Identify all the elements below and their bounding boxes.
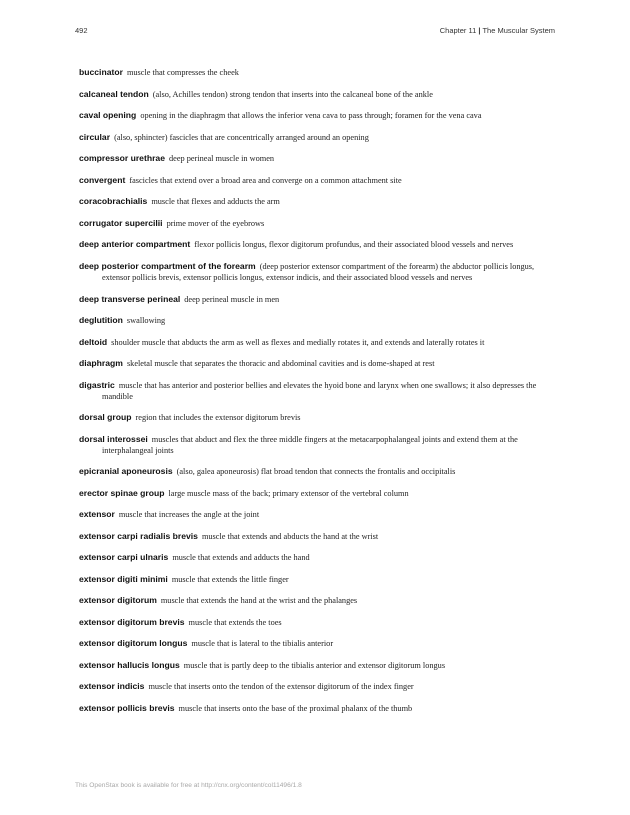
glossary-definition: large muscle mass of the back; primary extensor of the vertebral column [168,488,409,498]
glossary-entry [79,434,552,456]
glossary-definition: region that includes the extensor digitorum brevis [135,413,301,423]
glossary-entry [79,638,552,649]
chapter-heading [440,26,555,35]
glossary-entry [79,595,552,606]
glossary-entry [79,261,552,283]
glossary-entry [79,89,552,100]
glossary-term: buccinator [79,67,123,78]
glossary-entry [79,110,552,121]
glossary-definition: muscle that extends the hand at the wrist and the phalanges [160,596,358,606]
glossary-term: deep anterior compartment [79,239,191,250]
glossary-term: extensor carpi ulnaris [79,552,169,563]
glossary-term: extensor hallucis longus [79,659,180,670]
glossary-entry [79,294,552,305]
glossary-term: dorsal interossei [79,433,148,444]
page-number: 492 [75,26,88,35]
glossary-term: extensor digiti minimi [79,573,168,584]
glossary-definition: muscle that has anterior and posterior bellies and elevates the hyoid bone and larynx when one swallows; it also depresses the mandible [102,380,537,401]
glossary-definition: muscle that is partly deep to the tibialis anterior and extensor digitorum longus [183,660,446,670]
glossary-definition: (also, galea aponeurosis) flat broad tendon that connects the frontalis and occipitalis [176,467,456,477]
glossary-entry [79,132,552,143]
glossary-entry [79,218,552,229]
glossary-entry [79,703,552,714]
glossary-term: diaphragm [79,358,123,368]
glossary-definition: muscle that inserts onto the tendon of the extensor digitorum of the index finger [148,682,414,692]
glossary-definition: muscle that extends the little finger [171,574,289,584]
glossary-term: circular [79,131,111,142]
glossary-definition: prime mover of the eyebrows [166,218,265,228]
glossary-entry [79,660,552,671]
glossary-definition: muscle that inserts onto the base of the proximal phalanx of the thumb [178,703,413,713]
glossary-term: extensor digitorum brevis [79,616,185,627]
glossary-definition: deep perineal muscle in women [168,154,275,164]
glossary-entry [79,617,552,628]
glossary-entry [79,337,552,348]
glossary-definition: muscle that flexes and adducts the arm [151,197,280,207]
glossary-definition: (deep posterior extensor compartment of the forearm) the abductor pollicis longus, extensor pollicis brevis, extensor pollicis longus, extensor indicis, and their associated blood vessels and nerves [102,261,535,282]
glossary-term: digastric [79,379,115,390]
glossary-entry [79,380,552,402]
glossary-term: epicranial aponeurosis [79,466,173,477]
glossary-definition: skeletal muscle that separates the thoracic and abdominal cavities and is dome-shaped at rest [126,359,435,368]
glossary-entry [79,175,552,186]
glossary-definition: muscle that extends and abducts the hand at the wrist [201,531,379,541]
glossary-entry [79,153,552,164]
glossary-term: dorsal group [79,412,132,423]
glossary-entry [79,67,552,78]
glossary-term: erector spinae group [79,487,165,498]
glossary-entry [79,466,552,477]
chapter-title: The Muscular System [482,26,555,35]
glossary-entry [79,681,552,692]
glossary-term: calcaneal tendon [79,88,149,99]
glossary-term: corrugator supercilii [79,217,163,228]
glossary-term: deep transverse perineal [79,293,181,304]
glossary-entry [79,552,552,563]
glossary-term: coracobrachialis [79,196,148,207]
glossary-definition: muscle that increases the angle at the joint [118,510,260,520]
glossary-term: caval opening [79,110,137,121]
chapter-prefix: Chapter 11 [439,26,477,35]
glossary-term: deep posterior compartment of the forearm [79,260,256,271]
glossary-term: extensor pollicis brevis [79,702,175,713]
glossary-term: extensor digitorum [79,595,157,606]
glossary-entry [79,239,552,250]
glossary-definition: deep perineal muscle in men [184,294,280,304]
glossary-entry [79,574,552,585]
glossary-term: extensor digitorum longus [79,638,188,649]
glossary-list [79,59,552,724]
glossary-entry [79,315,552,326]
glossary-entry [79,196,552,207]
glossary-definition: muscle that extends the toes [188,617,282,627]
glossary-term: extensor indicis [79,681,145,692]
glossary-definition: (also, sphincter) fascicles that are concentrically arranged around an opening [114,132,369,142]
page-footer: This OpenStax book is available for free at http://cnx.org/content/col11496/1.8 [75,782,302,789]
chapter-separator: | [478,26,481,35]
glossary-definition: fascicles that extend over a broad area and converge on a common attachment site [129,175,402,185]
glossary-definition: muscle that extends and adducts the hand [172,553,310,563]
glossary-entry [79,412,552,423]
glossary-entry [79,488,552,499]
glossary-term: convergent [79,174,126,185]
glossary-definition: swallowing [126,316,166,325]
glossary-term: deglutition [79,315,123,325]
glossary-term: compressor urethrae [79,153,165,164]
glossary-entry [79,358,552,369]
glossary-entry [79,509,552,520]
glossary-definition: (also, Achilles tendon) strong tendon that inserts into the calcaneal bone of the ankle [152,89,433,99]
glossary-definition: muscles that abduct and flex the three middle fingers at the metacarpophalangeal joints and extend them at the interphalangeal joints [102,434,518,455]
glossary-entry [79,531,552,542]
glossary-definition: flexor pollicis longus, flexor digitorum profundus, and their associated blood vessels and nerves [194,240,514,250]
glossary-term: extensor [79,509,115,520]
glossary-definition: muscle that compresses the cheek [126,68,239,78]
glossary-term: deltoid [79,336,108,347]
glossary-definition: muscle that is lateral to the tibialis anterior [191,639,334,649]
glossary-definition: opening in the diaphragm that allows the inferior vena cava to pass through; foramen for the vena cava [140,111,482,121]
glossary-definition: shoulder muscle that abducts the arm as well as flexes and medially rotates it, and extends and laterally rotates it [111,337,485,347]
glossary-term: extensor carpi radialis brevis [79,530,198,541]
